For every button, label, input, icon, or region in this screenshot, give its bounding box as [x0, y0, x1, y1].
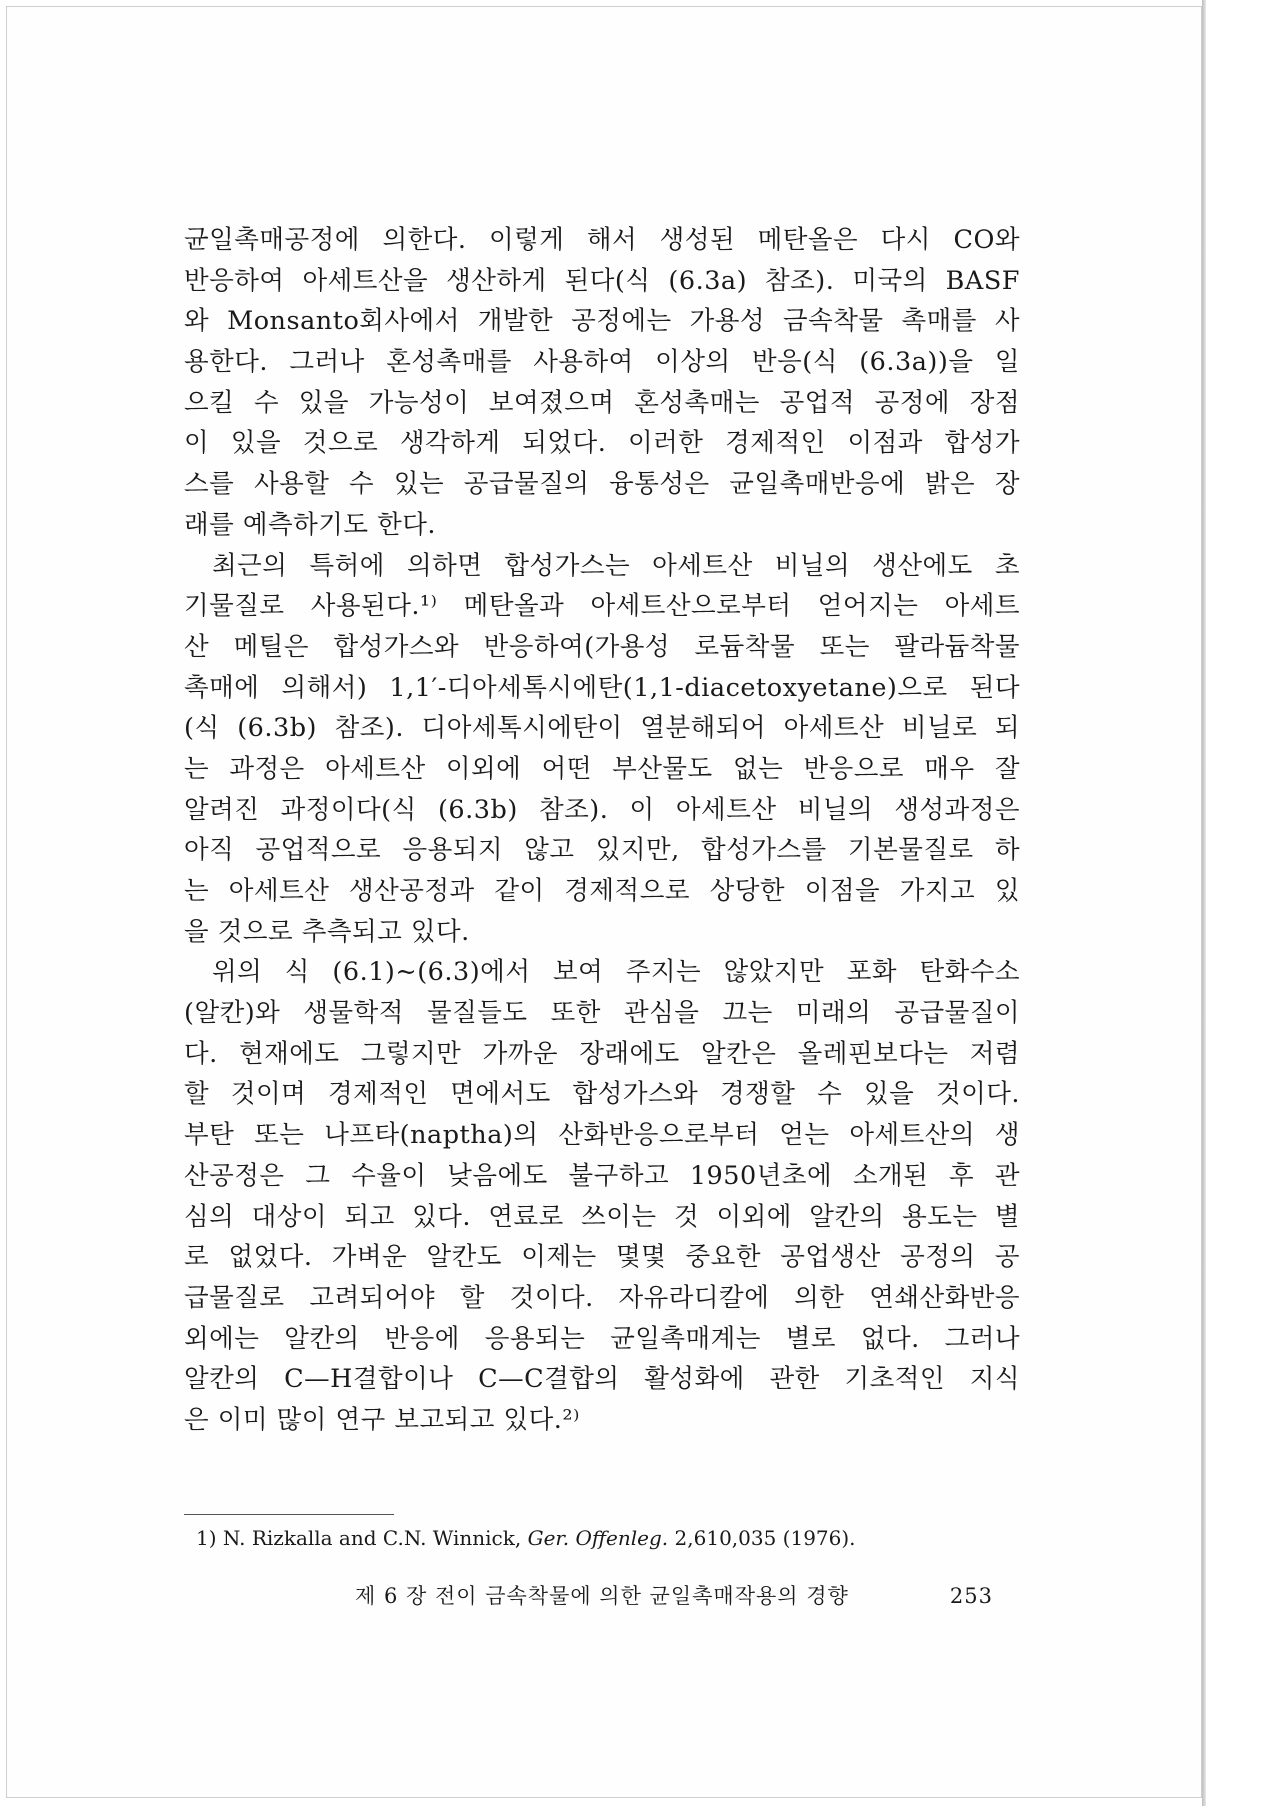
page-edge-shadow	[1202, 0, 1206, 1806]
body-line: 는 과정은 아세트산 이외에 어떤 부산물도 없는 반응으로 매우 잘	[184, 753, 1020, 784]
running-footer	[355, 1580, 993, 1612]
body-line: 이 있을 것으로 생각하게 되었다. 이러한 경제적인 이점과 합성가	[184, 428, 1020, 459]
footnote-journal: Ger. Offenleg.	[527, 1526, 669, 1550]
footnote-number: 1)	[196, 1526, 217, 1550]
body-line: 산공정은 그 수율이 낮음에도 불구하고 1950년초에 소개된 후 관	[184, 1160, 1020, 1191]
body-line: 래를 예측하기도 한다.	[184, 509, 437, 540]
body-line: 로 없었다. 가벼운 알칸도 이제는 몇몇 중요한 공업생산 공정의 공	[184, 1242, 1020, 1273]
body-line: 반응하여 아세트산을 생산하게 된다(식 (6.3a) 참조). 미국의 BASF	[184, 265, 1020, 296]
body-line: 은 이미 많이 연구 보고되고 있다.²⁾	[184, 1404, 580, 1435]
body-line: (식 (6.3b) 참조). 디아세톡시에탄이 열분해되어 아세트산 비닐로 되	[184, 713, 1020, 744]
body-line: 아직 공업적으로 응용되지 않고 있지만, 합성가스를 기본물질로 하	[184, 835, 1020, 866]
body-line: 촉매에 의해서) 1,1′-디아세톡시에탄(1,1-diacetoxyetane)으로 된다	[184, 672, 1020, 703]
body-line: 부탄 또는 나프타(naptha)의 산화반응으로부터 얻는 아세트산의 생	[184, 1120, 1020, 1151]
footnote	[196, 1523, 856, 1553]
body-line: 와 Monsanto회사에서 개발한 공정에는 가용성 금속착물 촉매를 사	[184, 306, 1020, 337]
body-line: 위의 식 (6.1)∼(6.3)에서 보여 주지는 않았지만 포화 탄화수소	[212, 957, 1020, 988]
body-line: 스를 사용할 수 있는 공급물질의 융통성은 균일촉매반응에 밝은 장	[184, 469, 1020, 500]
footnote-authors: N. Rizkalla and C.N. Winnick,	[222, 1526, 522, 1550]
body-line: 심의 대상이 되고 있다. 연료로 쓰이는 것 이외에 알칸의 용도는 별	[184, 1201, 1020, 1232]
body-line: 용한다. 그러나 혼성촉매를 사용하여 이상의 반응(식 (6.3a))을 일	[184, 347, 1020, 378]
body-line: 는 아세트산 생산공정과 같이 경제적으로 상당한 이점을 가지고 있	[184, 876, 1020, 906]
body-line: 최근의 특허에 의하면 합성가스는 아세트산 비닐의 생산에도 초	[212, 550, 1020, 581]
chapter-title: 제 6 장 전이 금속착물에 의한 균일촉매작용의 경향	[355, 1584, 849, 1608]
footnote-rule	[184, 1514, 394, 1515]
footnote-ref: 2,610,035 (1976).	[674, 1526, 856, 1550]
body-line: 알칸의 C—H결합이나 C—C결합의 활성화에 관한 기초적인 지식	[184, 1364, 1020, 1395]
body-line: 외에는 알칸의 반응에 응용되는 균일촉매계는 별로 없다. 그러나	[184, 1323, 1020, 1354]
body-line: 으킬 수 있을 가능성이 보여졌으며 혼성촉매는 공업적 공정에 장점	[184, 387, 1020, 418]
body-line: 급물질로 고려되어야 할 것이다. 자유라디칼에 의한 연쇄산화반응	[184, 1282, 1020, 1313]
body-line: 다. 현재에도 그렇지만 가까운 장래에도 알칸은 올레핀보다는 저렴	[184, 1038, 1020, 1069]
body-line: 균일촉매공정에 의한다. 이렇게 해서 생성된 메탄올은 다시 CO와	[184, 225, 1020, 255]
body-line: (알칸)와 생물학적 물질들도 또한 관심을 끄는 미래의 공급물질이	[184, 998, 1020, 1029]
page-number: 253	[949, 1584, 993, 1608]
body-line: 산 메틸은 합성가스와 반응하여(가용성 로듐착물 또는 팔라듐착물	[184, 631, 1020, 662]
body-line: 할 것이며 경제적인 면에서도 합성가스와 경쟁할 수 있을 것이다.	[184, 1079, 1020, 1110]
body-line: 을 것으로 추측되고 있다.	[184, 916, 470, 947]
body-text	[184, 220, 1020, 1441]
body-line: 알려진 과정이다(식 (6.3b) 참조). 이 아세트산 비닐의 생성과정은	[184, 794, 1020, 825]
body-line: 기물질로 사용된다.¹⁾ 메탄올과 아세트산으로부터 얻어지는 아세트	[184, 591, 1020, 622]
